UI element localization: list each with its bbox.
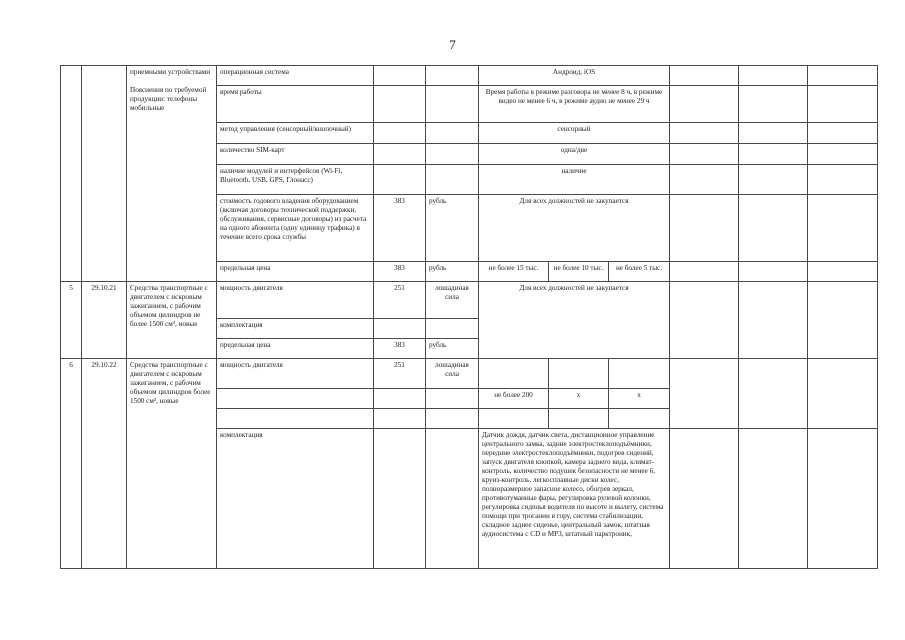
characteristic-label: наличие модулей и интерфейсов (Wi-Fi, Bluetooth, USB, GPS, Глонасс) — [217, 165, 374, 195]
okpd-code-cell — [82, 66, 127, 282]
characteristic-value: Датчик дождя, датчик света, дистанционное управление центрального замка, задние электростеклоподъёмники, передние электростеклоподъёмники, подогрев сидений, запуск двигателя кнопкой, камера заднего вида, климат-контроль, количество подушек безопасности не менее 6, круиз-контроль, легкосплавные диски колес, полноразмерное запасное колесо, обогрев зеркал, противотуманные фары, регулировка рулевой колонки, регулировка сиденья водителя по высоте и вылету, система помощи при трогании в гору, система стабилизации, складное заднее сиденье, центральный замок, штатная аудиосистема с CD и MP3, штатный парктроник, — [479, 429, 670, 569]
unit-name: лошадиная сила — [426, 282, 479, 319]
characteristic-value: Андроид, iOS — [479, 66, 670, 86]
okpd-code: 29.10.21 — [82, 282, 127, 359]
price-value: не более 10 тыс. — [549, 262, 609, 282]
characteristic-label: комплектация — [217, 319, 374, 339]
characteristic-value: одна/две — [479, 144, 670, 165]
product-name-cell — [127, 66, 217, 282]
row-number-cell — [61, 66, 82, 282]
okei-code: 383 — [374, 339, 426, 359]
characteristic-label: операционная система — [217, 66, 374, 86]
characteristics-table — [60, 65, 878, 569]
row-number: 6 — [61, 359, 82, 569]
characteristic-label: метод управления (сенсорный/кнопочный) — [217, 123, 374, 144]
okei-code: 251 — [374, 282, 426, 319]
characteristic-label: время работы — [217, 86, 374, 123]
characteristic-label: комплектация — [217, 429, 374, 569]
table-row — [61, 359, 878, 389]
unit-name: рубль — [426, 262, 479, 282]
okpd-code: 29.10.22 — [82, 359, 127, 569]
characteristic-label: предельная цена — [217, 262, 374, 282]
characteristic-value: Для всех должностей не закупается — [479, 282, 670, 359]
row-number: 5 — [61, 282, 82, 359]
characteristic-value: сенсорный — [479, 123, 670, 144]
characteristic-label: мощность двигателя — [217, 282, 374, 319]
table-row — [61, 282, 878, 319]
okei-code: 251 — [374, 359, 426, 389]
power-value: х — [549, 389, 609, 409]
characteristic-value: Для всех должностей не закупается — [479, 195, 670, 262]
unit-name: лошадиная сила — [426, 359, 479, 389]
table-row — [61, 66, 878, 86]
page-number: 7 — [449, 37, 456, 52]
power-value: не более 200 — [479, 389, 549, 409]
okei-code: 383 — [374, 195, 426, 262]
unit-name: рубль — [426, 195, 479, 262]
price-value: не более 15 тыс. — [479, 262, 549, 282]
unit-name: рубль — [426, 339, 479, 359]
characteristic-label: мощность двигателя — [217, 359, 374, 389]
okei-code: 383 — [374, 262, 426, 282]
product-name: приемными устройствами — [130, 68, 211, 76]
power-value: х — [609, 389, 670, 409]
product-note: Пояснения по требуемой продукции: телефоны мобильные — [130, 86, 207, 112]
product-name: Средства транспортные с двигателем с искровым зажиганием, с рабочим объемом цилиндров более 1500 см³, новые — [127, 359, 217, 569]
price-value: не более 5 тыс. — [609, 262, 670, 282]
characteristic-label: предельная цена — [217, 339, 374, 359]
product-name: Средства транспортные с двигателем с искровым зажиганием, с рабочим объемом цилиндров не более 1500 см³, новые — [127, 282, 217, 359]
characteristic-value: наличие — [479, 165, 670, 195]
characteristic-label: количество SIM-карт — [217, 144, 374, 165]
characteristic-label: стоимость годового владения оборудованием (включая договоры технической поддержки, обслуживания, сервисные договоры) из расчета на одного абонента (одну единицу трафика) в течение всего срока службы — [217, 195, 374, 262]
characteristic-value: Время работы в режиме разговора не менее 8 ч, в режиме видео не менее 6 ч, в режиме аудио не менее 29 ч — [479, 86, 670, 123]
